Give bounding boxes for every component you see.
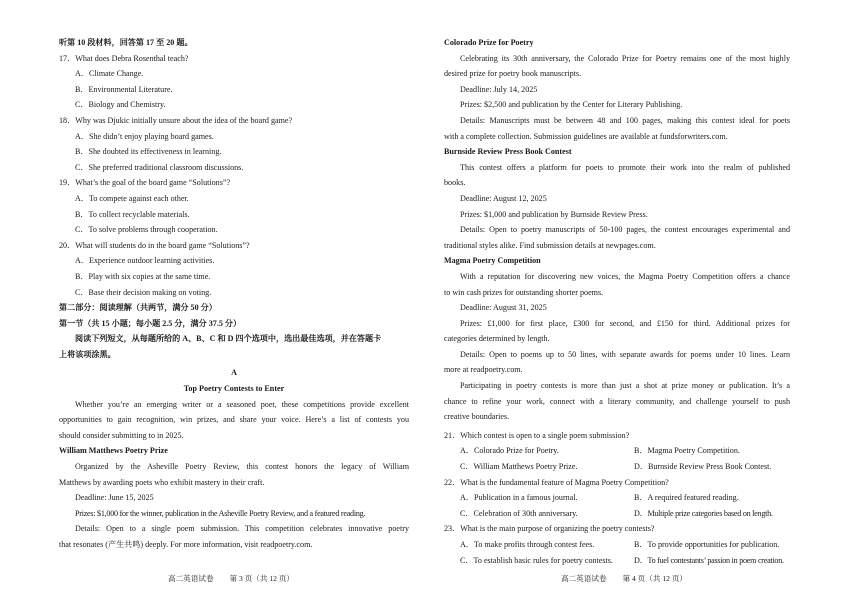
- left-page-column: [59, 38, 409, 556]
- q17-option-c: C．Biology and Chemistry.: [75, 100, 166, 110]
- q18-option-b: B．She doubted its effectiveness in learning.: [75, 147, 222, 157]
- q20-option-b: B．Play with six copies at the same time.: [75, 271, 211, 281]
- q22-option-d: D．Multiple prize categories based on length.: [634, 508, 773, 518]
- closing-line2: chance to refine your work, connect with a literary community, and challenge yourself to push: [444, 396, 790, 406]
- right-footer-exam-name: 高二英语试卷: [561, 574, 607, 583]
- burnside-review-desc1: This contest offers a platform for poets to promote their work into the realm of published: [460, 162, 790, 172]
- magma-poetry-prizes1: Prizes: £1,000 for first place, £300 for second, and £150 for third. Additional prizes for: [460, 318, 790, 328]
- intro-line1: Whether you’re an emerging writer or a seasoned poet, these competitions provide excellent: [75, 399, 409, 409]
- q21-options-row2: [444, 462, 790, 478]
- part-two-heading: 第二部分：阅读理解（共两节，满分 50 分）: [59, 303, 217, 313]
- question-23: 23．What is the main purpose of organizing the poetry contests?: [444, 524, 655, 534]
- reading-instructions-line2: 上将该项涂黑。: [59, 349, 116, 359]
- colorado-prize-title: Colorado Prize for Poetry: [444, 38, 534, 47]
- q21-option-d: D．Burnside Review Press Book Contest.: [634, 462, 772, 472]
- q21-option-b: B．Magma Poetry Competition.: [634, 446, 740, 456]
- q22-option-c: C．Celebration of 30th anniversary.: [460, 508, 578, 518]
- q21-option-c: C．William Matthews Poetry Prize.: [460, 462, 578, 472]
- q19-option-b: B．To collect recyclable materials.: [75, 209, 190, 219]
- colorado-prize-desc2: desired prize for poetry book manuscripts.: [444, 69, 582, 79]
- q19-option-c: C．To solve problems through cooperation.: [75, 225, 218, 235]
- left-footer-exam-name: 高二英语试卷: [168, 574, 214, 583]
- magma-poetry-details1: Details: Open to poems up to 50 lines, with separate awards for poems under 10 lines. Learn: [460, 349, 790, 359]
- passage-letter: A: [231, 368, 237, 378]
- intro-line2: opportunities to gain recognition, win prizes, and share your voice. Here’s a list of contests you: [59, 415, 409, 425]
- reading-instructions-line1: 阅读下列短文，从每题所给的 A、B、C 和 D 四个选项中，选出最佳选项，并在答题卡: [75, 334, 382, 344]
- william-matthews-details2: that resonates (产生共鸣) deeply. For more information, visit readpoetry.com.: [59, 540, 313, 549]
- question-20: 20．What will students do in the board game “Solutions”?: [59, 240, 250, 250]
- colorado-prize-desc1: Celebrating its 30th anniversary, the Colorado Prize for Poetry remains one of the most highly: [460, 53, 790, 63]
- q23-option-d: D．To fuel contestants’ passion in poem creation.: [634, 555, 784, 565]
- intro-line3: should consider submitting to in 2025.: [59, 430, 184, 440]
- william-matthews-desc2: Matthews by awarding poets who exhibit mastery in their craft.: [59, 477, 265, 487]
- right-footer-page-number: 第 4 页（共 12 页）: [622, 574, 688, 583]
- william-matthews-details1: Details: Open to a single poem submission. This competition celebrates innovative poetry: [75, 524, 409, 534]
- colorado-prize-details1: Details: Manuscripts must be between 48 and 100 pages, making this contest ideal for poets: [460, 115, 790, 125]
- right-page-column: [444, 38, 790, 571]
- question-17: 17．What does Debra Rosenthal teach?: [59, 53, 189, 63]
- q17-option-a: A．Climate Change.: [75, 69, 144, 79]
- q18-option-c: C．She preferred traditional classroom discussions.: [75, 162, 244, 172]
- q22-options-row1: [444, 493, 790, 509]
- q23-options-row1: [444, 540, 790, 556]
- magma-poetry-desc2: to win cash prizes for outstanding shorter poems.: [444, 287, 604, 297]
- closing-line3: creative boundaries.: [444, 412, 510, 422]
- q18-option-a: A．She didn’t enjoy playing board games.: [75, 131, 214, 141]
- passage-title: Top Poetry Contests to Enter: [183, 384, 285, 394]
- magma-poetry-prizes2: categories determined by length.: [444, 334, 550, 344]
- left-footer-page-number: 第 3 页（共 12 页）: [229, 574, 295, 583]
- listening-section-intro: 听第 10 段材料，回答第 17 至 20 题。: [59, 38, 193, 47]
- magma-poetry-details2: more at readpoetry.com.: [444, 365, 523, 375]
- q21-option-a: A．Colorado Prize for Poetry.: [460, 446, 559, 456]
- colorado-prize-prizes: Prizes: $2,500 and publication by the Center for Literary Publishing.: [460, 100, 683, 110]
- magma-poetry-deadline: Deadline: August 31, 2025: [460, 303, 547, 313]
- q23-option-c: C．To establish basic rules for poetry contests.: [460, 555, 613, 565]
- william-matthews-desc1: Organized by the Asheville Poetry Review, this contest honors the legacy of William: [75, 462, 409, 472]
- q23-options-row2: [444, 556, 790, 572]
- left-page-footer: [168, 574, 308, 583]
- q20-option-a: A．Experience outdoor learning activities.: [75, 256, 215, 266]
- william-matthews-deadline: Deadline: June 15, 2025: [75, 493, 154, 503]
- question-21: 21．Which contest is open to a single poem submission?: [444, 430, 630, 440]
- burnside-review-prizes: Prizes: $1,000 and publication by Burnside Review Press.: [460, 209, 648, 219]
- right-page-footer: [561, 574, 701, 583]
- william-matthews-title: William Matthews Poetry Prize: [59, 446, 168, 456]
- q19-option-a: A．To compete against each other.: [75, 193, 189, 203]
- question-19: 19．What’s the goal of the board game “Solutions”?: [59, 178, 231, 188]
- q23-option-a: A．To make profits through contest fees.: [460, 540, 595, 549]
- magma-poetry-desc1: With a reputation for discovering new voices, the Magma Poetry Competition offers a chance: [460, 271, 790, 281]
- burnside-review-details1: Details: Open to poetry manuscripts of 50-100 pages, the contest encourages experimental and: [460, 225, 790, 235]
- q20-option-c: C．Base their decision making on voting.: [75, 287, 212, 297]
- q22-option-b: B．A required featured reading.: [634, 493, 739, 503]
- q22-option-a: A．Publication in a famous journal.: [460, 493, 578, 503]
- burnside-review-desc2: books.: [444, 178, 466, 188]
- q23-option-b: B．To provide opportunities for publication.: [634, 540, 780, 549]
- q17-option-b: B．Environmental Literature.: [75, 84, 173, 94]
- question-18: 18．Why was Djukic initially unsure about the idea of the board game?: [59, 115, 293, 125]
- magma-poetry-title: Magma Poetry Competition: [444, 256, 541, 266]
- colorado-prize-details2: with a complete collection. Submission guidelines are available at fundsforwriters.com.: [444, 131, 728, 141]
- burnside-review-deadline: Deadline: August 12, 2025: [460, 193, 547, 203]
- burnside-review-title: Burnside Review Press Book Contest: [444, 147, 572, 157]
- question-22: 22．What is the fundamental feature of Magma Poetry Competition?: [444, 477, 669, 487]
- section-one-heading: 第一节（共 15 小题；每小题 2.5 分，满分 37.5 分）: [59, 318, 242, 328]
- closing-line1: Participating in poetry contests is more than just a shot at prize money or publication. It’s a: [460, 381, 790, 391]
- q21-options-row1: [444, 446, 790, 462]
- q22-options-row2: [444, 509, 790, 525]
- burnside-review-details2: traditional styles alike. Find submission details at newpages.com.: [444, 240, 656, 250]
- colorado-prize-deadline: Deadline: July 14, 2025: [460, 84, 538, 94]
- william-matthews-prizes: Prizes: $1,000 for the winner, publication in the Asheville Poetry Review, and a featured reading.: [75, 508, 366, 518]
